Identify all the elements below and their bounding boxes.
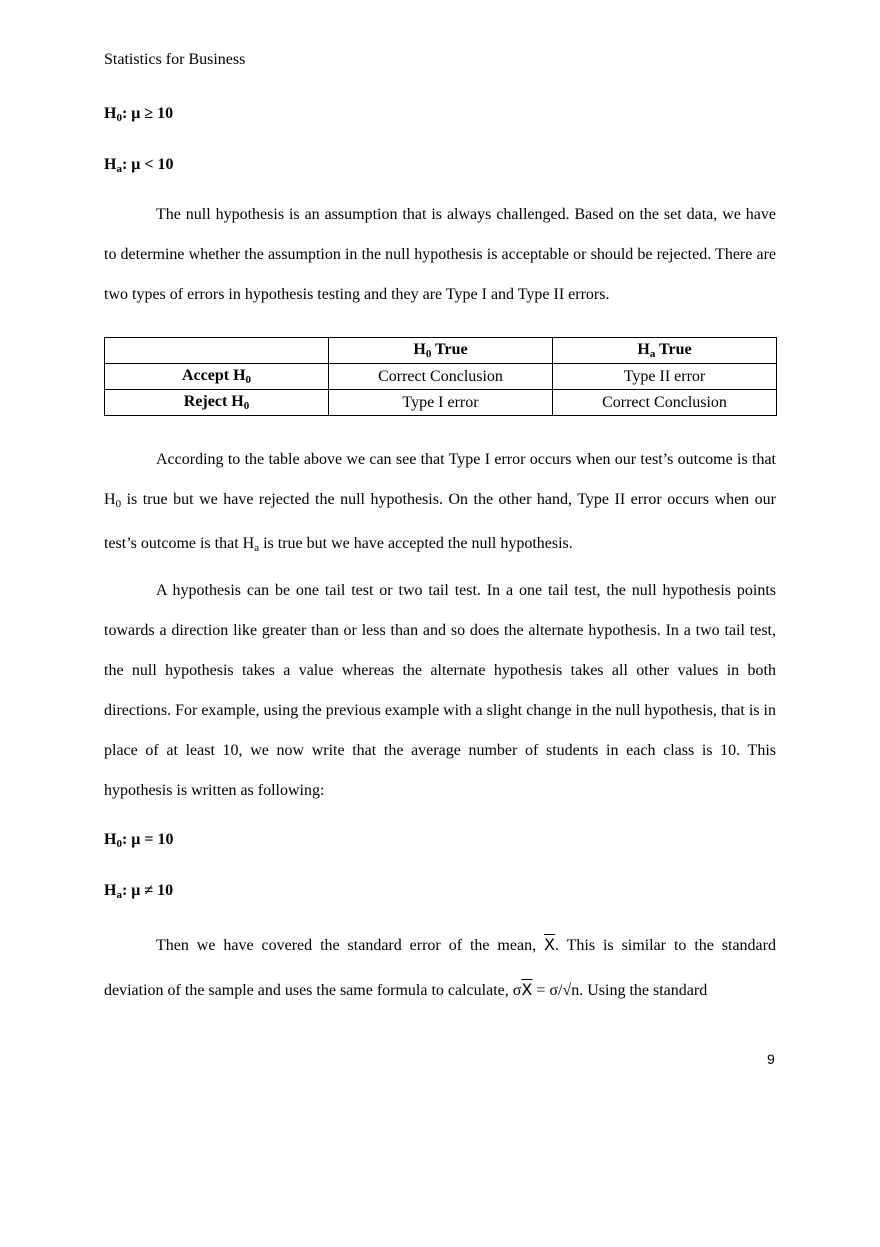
page-number: 9 xyxy=(767,1051,775,1067)
row-header-accept-h0: Accept H0 xyxy=(105,364,329,390)
paragraph-standard-error: Then we have covered the standard error of the mean, $\overline{X}$. This is similar to the standard deviation of the sample and uses the same formula to calculate, $\sigma\overline{X} = \sigma/√n$. Using the standard xyxy=(104,935,776,999)
document-header: Statistics for Business xyxy=(104,51,246,68)
alternate-hypothesis-1: $H_a$: μ < 10 xyxy=(104,156,174,175)
paragraph-tail-tests: A hypothesis can be one tail test or two tail test. In a one tail test, the null hypothesis points towards a direction like greater than or less than and so does the alternate hypothesis. In a two tail test, the null hypothesis takes a value whereas the alternate hypothesis takes all other values in both directions. For example, using the previous example with a slight change in the null hypothesis, that is in place of at least 10, we now write that the average number of students in each class is 10. This hypothesis is written as following: xyxy=(104,582,776,799)
table-cell: Type II error xyxy=(553,364,777,390)
column-header-ha-true: Ha True xyxy=(553,338,777,364)
table-cell: Type I error xyxy=(329,390,553,416)
paragraph-null-hypothesis: The null hypothesis is an assumption that is always challenged. Based on the set data, we have to determine whether the assumption in the null hypothesis is acceptable or should be rejected. There are two types of errors in hypothesis testing and they are Type I and Type II errors. xyxy=(104,206,776,303)
table-header-row xyxy=(105,338,777,364)
paragraph-table-explanation: According to the table above we can see that Type I error occurs when our test’s outcome is that H0 is true but we have rejected the null hypothesis. On the other hand, Type II error occurs when our test’s outcome is that Ha is true but we have accepted the null hypothesis. xyxy=(104,451,776,554)
table-corner-cell xyxy=(105,338,329,364)
column-header-h0-true: H0 True xyxy=(329,338,553,364)
x-bar-symbol: $\overline{X}$ xyxy=(544,935,555,954)
null-hypothesis-2: $H_0$: μ = 10 xyxy=(104,831,174,850)
table-row xyxy=(105,390,777,416)
row-header-reject-h0: Reject H0 xyxy=(105,390,329,416)
table-row xyxy=(105,364,777,390)
table-cell: Correct Conclusion xyxy=(553,390,777,416)
x-bar-symbol: $\overline{X}$ xyxy=(521,980,533,999)
error-types-table xyxy=(104,337,777,416)
alternate-hypothesis-2: $H_a$: μ ≠ 10 xyxy=(104,882,174,901)
null-hypothesis-1: $H_0$: μ ≥ 10 xyxy=(104,105,174,124)
table-cell: Correct Conclusion xyxy=(329,364,553,390)
